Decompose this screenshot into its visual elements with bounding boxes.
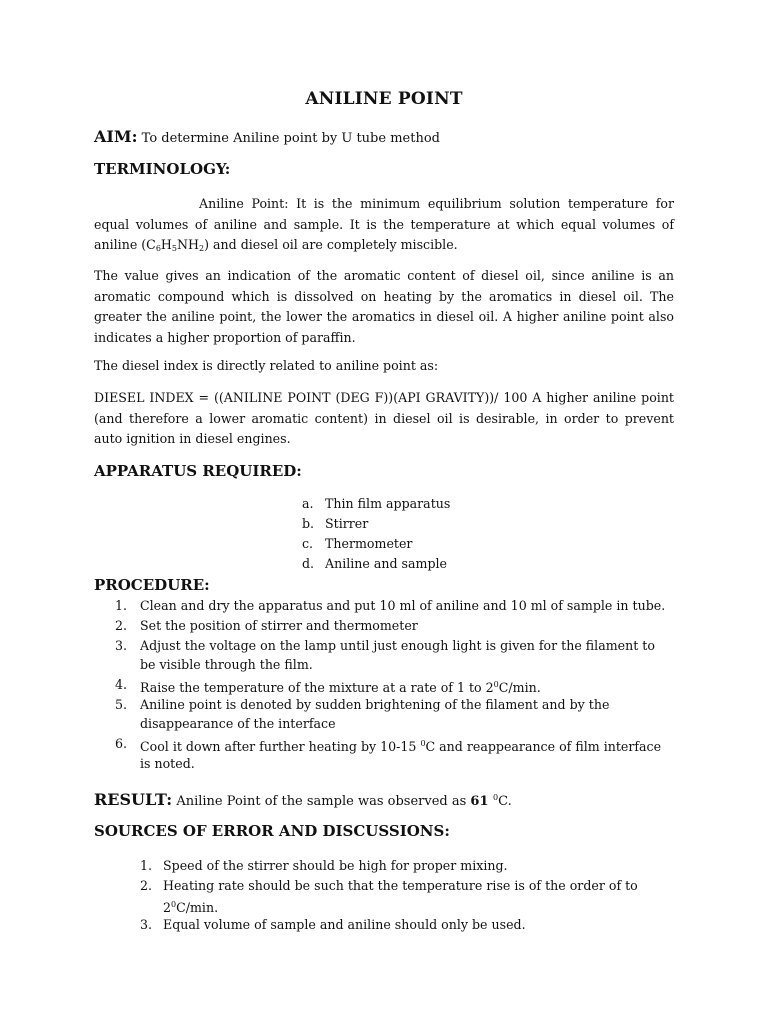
terminology-paragraph-2 bbox=[94, 266, 674, 348]
aim-line bbox=[94, 127, 440, 149]
text-line: greater the aniline point, the lower the aromatics in diesel oil. A higher aniline point also bbox=[94, 309, 674, 324]
list-marker: 1. bbox=[115, 598, 128, 613]
list-marker: c. bbox=[302, 536, 314, 551]
step-text: Set the position of stirrer and thermometer bbox=[140, 618, 418, 633]
step-text-continued: be visible through the film. bbox=[140, 657, 313, 672]
step-text: Raise the temperature of the mixture at a rate of 1 to $2^0C/\min$. bbox=[140, 680, 541, 695]
apparatus-heading: APPARATUS REQUIRED: bbox=[94, 462, 302, 480]
text-line: (and therefore a lower aromatic content) in diesel oil is desirable, in order to prevent bbox=[94, 410, 674, 426]
page-title: ANILINE POINT bbox=[305, 89, 463, 109]
text-line: auto ignition in diesel engines. bbox=[94, 431, 291, 446]
list-marker: 5. bbox=[115, 697, 128, 712]
list-marker: 1. bbox=[140, 858, 153, 873]
error-text: Heating rate should be such that the temperature rise is of the order of to bbox=[163, 878, 638, 893]
apparatus-text: Stirrer bbox=[325, 516, 369, 531]
list-marker: 6. bbox=[115, 736, 128, 751]
result-value: 61 bbox=[470, 794, 494, 809]
result-label: RESULT: bbox=[94, 790, 173, 809]
text-line: equal volumes of aniline and sample. It is the temperature at which equal volumes of bbox=[94, 216, 674, 232]
terminology-paragraph-3: The diesel index is directly related to aniline point as: bbox=[94, 358, 439, 373]
step-text-continued: is noted. bbox=[140, 756, 195, 771]
result-text: Aniline Point of the sample was observed as bbox=[176, 794, 471, 809]
step-text: Clean and dry the apparatus and put 10 ml of aniline and 10 ml of sample in tube. bbox=[140, 598, 666, 613]
step-text: Cool it down after further heating by 10-15 $^0$C and reappearance of film interface bbox=[140, 739, 662, 754]
apparatus-text: Thermometer bbox=[325, 536, 413, 551]
apparatus-text: Aniline and sample bbox=[325, 556, 447, 571]
text-line: Aniline Point: It is the minimum equilibrium solution temperature for bbox=[199, 196, 674, 211]
text-line: The value gives an indication of the aromatic content of diesel oil, since aniline is an bbox=[94, 268, 674, 283]
step-text: Adjust the voltage on the lamp until just enough light is given for the filament to bbox=[140, 638, 655, 653]
diesel-index-paragraph bbox=[94, 388, 674, 450]
list-marker: d. bbox=[302, 556, 315, 571]
text-line: aromatic compound which is dissolved on heating by the aromatics in diesel oil. The bbox=[94, 288, 674, 304]
list-marker: 2. bbox=[140, 878, 153, 893]
formula-line: aniline $(C_6H_5NH_2)$ and diesel oil are completely miscible. bbox=[94, 237, 458, 253]
step-text: Aniline point is denoted by sudden brightening of the filament and by the bbox=[140, 697, 610, 712]
list-marker: 3. bbox=[140, 917, 153, 932]
aim-text: To determine Aniline point by U tube method bbox=[141, 131, 440, 146]
list-marker: b. bbox=[302, 516, 315, 531]
list-marker: a. bbox=[302, 496, 314, 511]
text-line: indicates a higher proportion of paraffin. bbox=[94, 329, 356, 345]
step-text-continued: disappearance of the interface bbox=[140, 716, 336, 731]
aim-label: AIM: bbox=[94, 127, 138, 146]
error-text: Equal volume of sample and aniline should only be used. bbox=[163, 917, 526, 932]
list-marker: 3. bbox=[115, 638, 128, 653]
error-text: Speed of the stirrer should be high for proper mixing. bbox=[163, 858, 508, 873]
error-text-continued: $2^0C/\min$. bbox=[163, 900, 219, 915]
procedure-heading: PROCEDURE: bbox=[94, 576, 210, 594]
result-line: RESULT: Aniline Point of the sample was observed as 61 $^0$C. bbox=[94, 790, 512, 809]
list-marker: 4. bbox=[115, 677, 128, 692]
terminology-paragraph-1 bbox=[94, 194, 674, 260]
list-marker: 2. bbox=[115, 618, 128, 633]
text-line: DIESEL INDEX = ((ANILINE POINT (DEG F))(API GRAVITY))/ 100 A higher aniline point bbox=[94, 390, 674, 405]
terminology-heading: TERMINOLOGY: bbox=[94, 160, 231, 178]
errors-heading: SOURCES OF ERROR AND DISCUSSIONS: bbox=[94, 822, 450, 840]
apparatus-text: Thin film apparatus bbox=[325, 496, 451, 511]
